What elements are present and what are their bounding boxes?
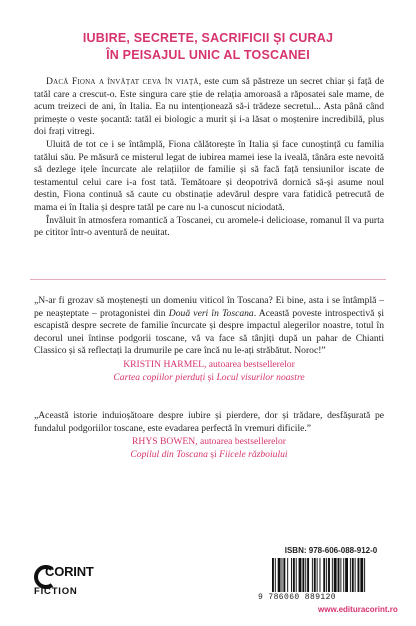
barcode-icon [272, 558, 394, 596]
publisher-imprint: FICTION [34, 586, 78, 597]
barcode-digits: 9 786060 889120 [258, 593, 337, 602]
barcode-bar [320, 558, 321, 592]
headline-line-2: ÎN PEISAJUL UNIC AL TOSCANEI [106, 48, 310, 62]
barcode-bar [291, 558, 292, 592]
barcode-bar [332, 558, 333, 592]
review-quote-1-book-title: Două veri în Toscana [168, 307, 254, 319]
barcode-bar [296, 558, 297, 592]
review-quote-2-conj: și [207, 448, 220, 460]
blurb-lead: Dacă Fiona a învățat ceva în viață [46, 76, 199, 87]
barcode-bar [364, 558, 365, 592]
headline [20, 30, 396, 64]
review-quote-2-text: „Această istorie induioșătoare despre iubire și pierdere, dor și trădare, desfășurată pe fundalul podgoriilor toscane, este evadarea perfectă în vremuri dificile.” [34, 410, 384, 434]
review-quote-1-text-a: „N-ar fi grozav să moștenești un domeniu viticol în Toscana? Ei bine, asta i se întâmplă – pe neașteptate – protagonistei din [34, 295, 384, 319]
barcode-bar [326, 558, 327, 592]
barcode-bar [314, 558, 316, 592]
barcode-bar [307, 558, 309, 592]
review-quote-1 [34, 295, 384, 384]
barcode-bar [340, 558, 341, 592]
barcode-bar [302, 558, 304, 592]
barcode-bar [360, 558, 363, 592]
barcode-bar [338, 558, 340, 592]
barcode-bar [328, 558, 330, 592]
barcode-block [258, 546, 404, 614]
review-quote-2-book-1: Copilul din Toscana [130, 448, 208, 460]
review-quote-2-author: RHYS BOWEN, autoarea bestsellerelor [132, 436, 286, 448]
review-quote-1-text-b: . Această poveste introspectivă și escapistă despre secrete de familie încurcate și despre impactul alegerilor noastre, totul în decorul unei întinse podgorii toscane, vă va face să tânjiți după un pahar de Chianti Classico și să reflectați la drumurile pe care încă nu le-ați străbătut. Noroc!” [34, 307, 384, 357]
barcode-bar [275, 558, 276, 592]
review-quote-1-author: KRISTIN HARMEL, autoarea bestsellerelor [123, 358, 295, 370]
barcode-bar [334, 558, 337, 592]
barcode-bar [293, 558, 295, 592]
review-quote-1-book-1: Cartea copiilor pierduți [113, 371, 206, 383]
blurb-paragraph-2: Uluită de tot ce i se întâmplă, Fiona călătorește în Italia și face cunoștință cu familia tatălui său. Pe măsură ce misterul legat de iubirea mamei iese la iveală, tânăra este nevoită să dezlege ițele încurcate ale relațiilor de familie și să facă față tensiunilor iscate de testamentul celui care i-a fost tată. Temătoare și deopotrivă dornică să-și asume noul destin, Fiona continuă să caute cu obstinație adevărul despre vara fatidică petrecută de mama ei în Italia și despre tatăl pe care nu l-a cunoscut niciodată. [34, 138, 384, 213]
publisher-logo [32, 560, 112, 604]
isbn-label: ISBN: 978-606-088-912-0 [284, 546, 378, 555]
headline-line-1: IUBIRE, SECRETE, SACRIFICII ȘI CURAJ [82, 31, 334, 45]
blurb-paragraph-1-text: , este cum să păstreze un secret chiar și față de tatăl care a crescut-o. Este singura care știe de relația amoroasă a răposatei sale mame, de acum treizeci de ani, în Italia. Ea nu intenționează să-i trădeze secretul... Asta până când primește o veste șocantă: tatăl ei biologic a murit și i-a lăsat o moștenire incredibilă, plus doi frați vitregi. [34, 76, 384, 138]
barcode-bar [358, 558, 360, 592]
barcode-bar [282, 558, 283, 592]
review-quote-1-text [34, 295, 384, 358]
publisher-url[interactable]: www.edituracorint.ro [318, 605, 398, 614]
barcode-bar [278, 558, 281, 592]
blurb [34, 76, 384, 240]
review-quote-2-books [34, 449, 384, 462]
review-quote-1-books [34, 372, 384, 385]
review-quote-2 [34, 410, 384, 461]
review-quote-1-conj: și [205, 371, 217, 383]
barcode-bar [355, 558, 356, 592]
publisher-brand: CORINT [45, 564, 94, 579]
barcode-bar [350, 558, 351, 592]
barcode-bar [352, 558, 354, 592]
barcode-bar [343, 558, 344, 592]
barcode-bar [305, 558, 306, 592]
blurb-paragraph-1 [34, 76, 384, 139]
review-quote-1-book-2: Locul visurilor noastre [216, 371, 305, 383]
barcode-bar [312, 558, 313, 592]
barcode-bar [345, 558, 348, 592]
barcode-bar [323, 558, 325, 592]
barcode-bar [272, 558, 274, 592]
section-divider [30, 279, 386, 280]
blurb-paragraph-3: Învăluit în atmosfera romantică a Toscanei, cu aromele-i delicioase, romanul îl va purta pe cititor într-o aventură de neuitat. [34, 214, 384, 239]
barcode-bar [299, 558, 302, 592]
review-quote-2-book-2: Fiicele războiului [219, 448, 288, 460]
barcode-bar [283, 558, 285, 592]
barcode-bar [317, 558, 318, 592]
barcode-bar [287, 558, 288, 592]
